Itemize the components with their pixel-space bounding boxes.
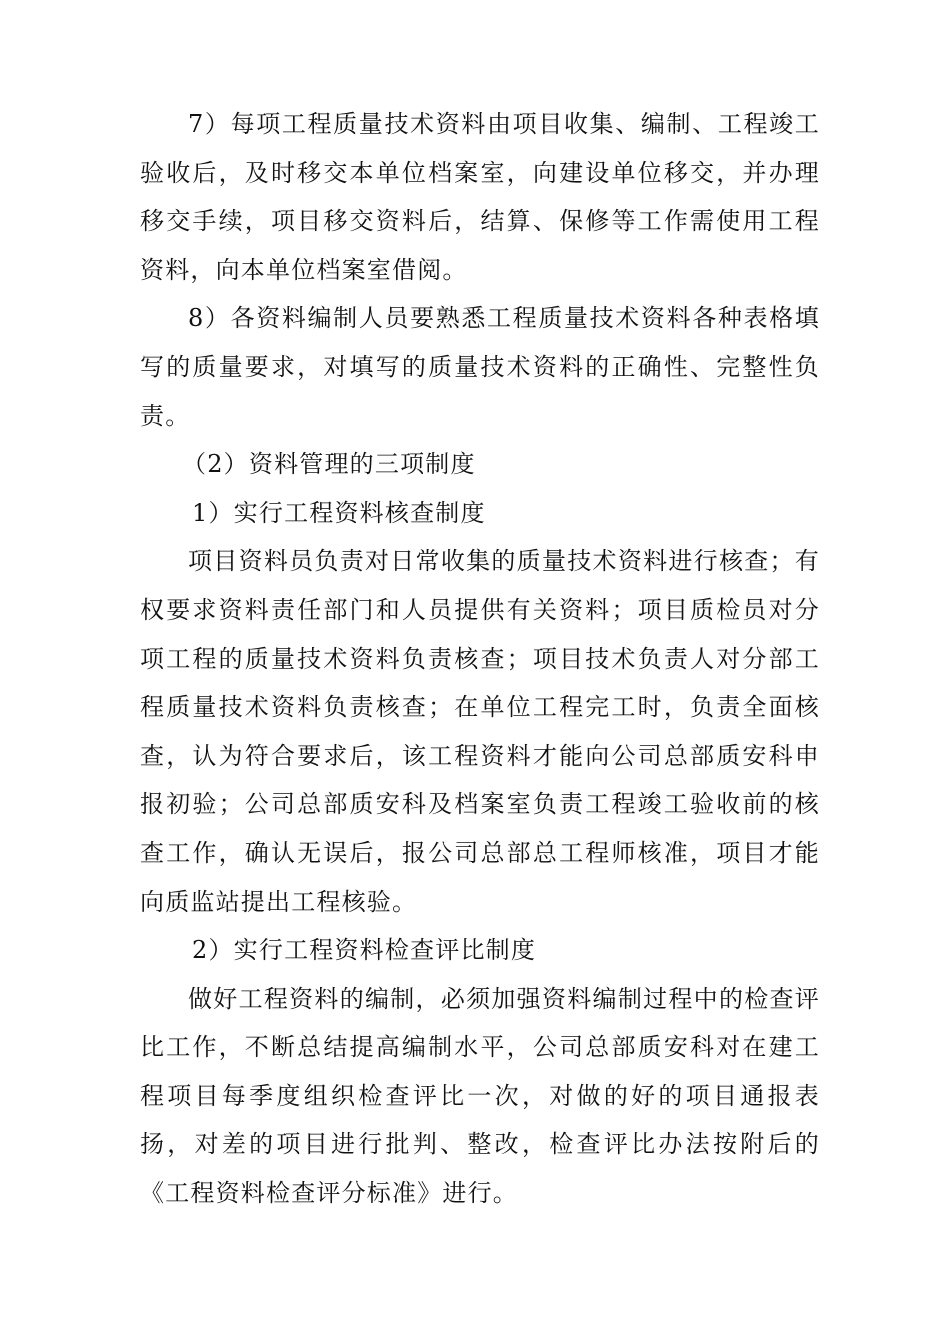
item-heading-2: 2）实行工程资料检查评比制度 xyxy=(192,936,537,965)
document-body xyxy=(140,100,820,1218)
paragraph-item-1-body: 项目资料员负责对日常收集的质量技术资料进行核查；有权要求资料责任部门和人员提供有关资料；项目质检员对分项工程的质量技术资料负责核查；项目技术负责人对分部工程质量技术资料负责核查；在单位工程完工时，负责全面核查，认为符合要求后，该工程资料才能向公司总部质安科申报初验；公司总部质安科及档案室负责工程竣工验收前的核查工作，确认无误后，报公司总部总工程师核准，项目才能向质监站提出工程核验。 xyxy=(140,547,820,916)
paragraph-item-2-body: 做好工程资料的编制，必须加强资料编制过程中的检查评比工作，不断总结提高编制水平，公司总部质安科对在建工程项目每季度组织检查评比一次，对做的好的项目通报表扬，对差的项目进行批判、整改，检查评比办法按附后的《工程资料检查评分标准》进行。 xyxy=(140,984,820,1208)
paragraph-item-8: 8）各资料编制人员要熟悉工程质量技术资料各种表格填写的质量要求，对填写的质量技术资料的正确性、完整性负责。 xyxy=(140,304,820,430)
paragraph-item-7: 7）每项工程质量技术资料由项目收集、编制、工程竣工验收后，及时移交本单位档案室，向建设单位移交，并办理移交手续，项目移交资料后，结算、保修等工作需使用工程资料，向本单位档案室借阅。 xyxy=(140,110,820,284)
section-heading-2: （2）资料管理的三项制度 xyxy=(182,450,476,479)
item-heading-1: 1）实行工程资料核查制度 xyxy=(192,498,486,527)
